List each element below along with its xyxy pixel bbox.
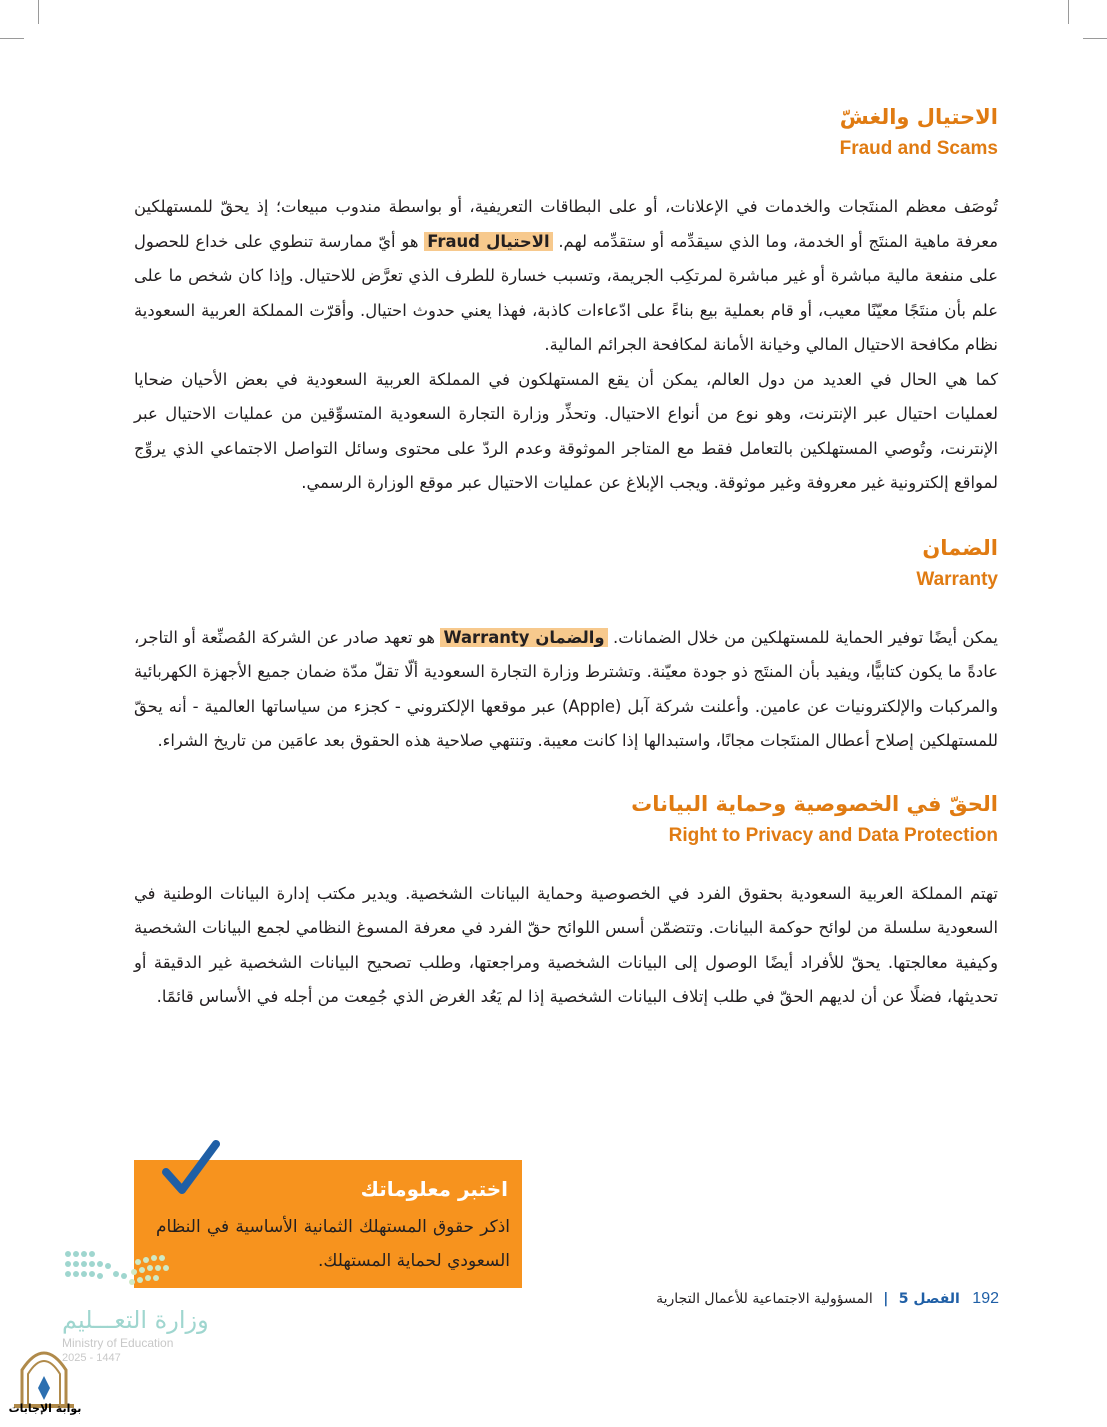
section-title-ar: الضمان — [922, 535, 998, 560]
page-content — [134, 100, 998, 1037]
crop-mark-top-right-h — [1083, 38, 1107, 39]
paragraph — [134, 621, 998, 759]
watermark-label: بوابة الإجابات — [8, 1402, 82, 1415]
ministry-logo-icon — [60, 1248, 200, 1298]
ministry-year: 2025 - 1447 — [62, 1352, 121, 1364]
chapter-label: الفصل 5 — [898, 1291, 960, 1307]
paragraph — [134, 190, 998, 363]
book-title: المسؤولية الاجتماعية للأعمال التجارية — [656, 1291, 873, 1307]
section-privacy — [134, 787, 998, 1015]
paragraph-text: تهتم المملكة العربية السعودية بحقوق الفرد في الخصوصية وحماية البيانات الشخصية. ويدير مكتب إدارة البيانات الوطنية في السعودية سلسلة من لوائح حوكمة البيانات. وتتضمّن أسس اللوائح حقّ الفرد في معرفة المسوغ النظامي لجمع البيانات الشخصية وكيفية معالجتها. يحقّ للأفراد أيضًا الوصول إلى البيانات الشخصية ومراجعتها، وطلب تصحيح البيانات الشخصية غير الدقيقة أو تحديثها، فضلًا عن أن لديهم الحقّ في طلب إتلاف البيانات الشخصية إذا لم يَعُد الغرض الذي جُمِعت من أجله في الأساس قائمًا. — [134, 883, 998, 1006]
paragraph-text: هو تعهد صادر عن الشركة المُصنِّعة أو التاجر، عادةً ما يكون كتابيًّا، ويفيد بأن المنتَج ذو جودة معيّنة. وتشترط وزارة التجارة السعودية ألّا تقلّ مدّة ضمان جميع الأجهزة الكهربائية والمركبات والإلكترونيات عن عامين. وأعلنت شركة آبل (Apple) عبر موقعها الإلكتروني - كجزء من سياساتها العالمية - أنه يحقّ للمستهلكين إصلاح أعطال المنتَجات مجانًا، واستبدالها إذا كانت معيبة. وتنتهي صلاحية هذه الحقوق بعد عامَين من تاريخ الشراء. — [134, 627, 998, 750]
paragraph-text: كما هي الحال في العديد من دول العالم، يمكن أن يقع المستهلكون في المملكة العربية السعودية في بعض الأحيان ضحايا لعمليات احتيال عبر الإنترنت، وهو نوع من أنواع الاحتيال. وتحذِّر وزارة التجارة السعودية المتسوِّقين من عمليات الاحتيال عبر الإنترنت، وتُوصي المستهلكين بالتعامل فقط مع المتاجر الموثوقة وعدم الردّ على محتوى وسائل التواصل الاجتماعي الذي يروِّج لمواقع إلكترونية غير معروفة وغير موثوقة. ويجب الإبلاغ عن عمليات الاحتيال عبر موقع الوزارة الرسمي. — [134, 369, 998, 492]
paragraph-text: تُوصَف معظم المنتَجات والخدمات في الإعلانات، أو على البطاقات التعريفية، أو بواسطة مندوب مبيعات؛ إذ يحقّ للمستهلكين معرفة ماهية المنتَج أو الخدمة، وما الذي سيقدِّمه أو ستقدِّمه لهم. — [134, 197, 998, 251]
crop-mark-top-left-h — [0, 38, 24, 39]
ministry-name-en: Ministry of Education — [62, 1336, 174, 1350]
footer-separator: | — [883, 1291, 889, 1307]
paragraph-text: هو أيّ ممارسة تنطوي على خداع للحصول على منفعة مالية مباشرة أو غير مباشرة لمرتكِب الجريمة، وتسبب خسارة للطرف الذي تعرَّض للاحتيال. وإذا كان شخص ما على علم بأن منتَجًا معيّنًا معيب، أو قام بعملية بيع بناءً على ادّعاءات كاذبة، فهذا يعني حدوث احتيال. وأقرّت المملكة العربية السعودية نظام مكافحة الاحتيال المالي وخيانة الأمانة لمكافحة الجرائم المالية. — [134, 231, 998, 354]
activity-text: اذكر حقوق المستهلك الثمانية الأساسية في النظام السعودي لحماية المستهلك. — [156, 1217, 510, 1271]
checkmark-icon — [160, 1138, 220, 1198]
crop-mark-top-right-v — [1068, 0, 1069, 24]
page-footer — [656, 1290, 999, 1308]
page-number: 192 — [972, 1290, 999, 1307]
activity-title: اختبر معلوماتك — [360, 1177, 508, 1201]
section-title-en: Right to Privacy and Data Protection — [668, 824, 998, 846]
crop-mark-top-left-v — [38, 0, 39, 24]
ministry-name-ar: وزارة التعـــليم — [62, 1306, 209, 1334]
section-title-ar: الاحتيال والغشّ — [839, 105, 998, 129]
paragraph — [134, 363, 998, 501]
section-title-en: Warranty — [916, 568, 998, 590]
paragraph-text: يمكن أيضًا توفير الحماية للمستهلكين من خلال الضمانات. — [607, 627, 998, 647]
paragraph — [134, 877, 998, 1015]
section-warranty — [134, 531, 998, 759]
highlighted-term: الاحتيال Fraud — [424, 232, 552, 251]
section-title-en: Fraud and Scams — [839, 138, 998, 159]
section-fraud — [134, 100, 998, 501]
section-title-ar: الحقّ في الخصوصية وحماية البيانات — [631, 791, 998, 816]
highlighted-term: والضمان Warranty — [440, 628, 607, 647]
